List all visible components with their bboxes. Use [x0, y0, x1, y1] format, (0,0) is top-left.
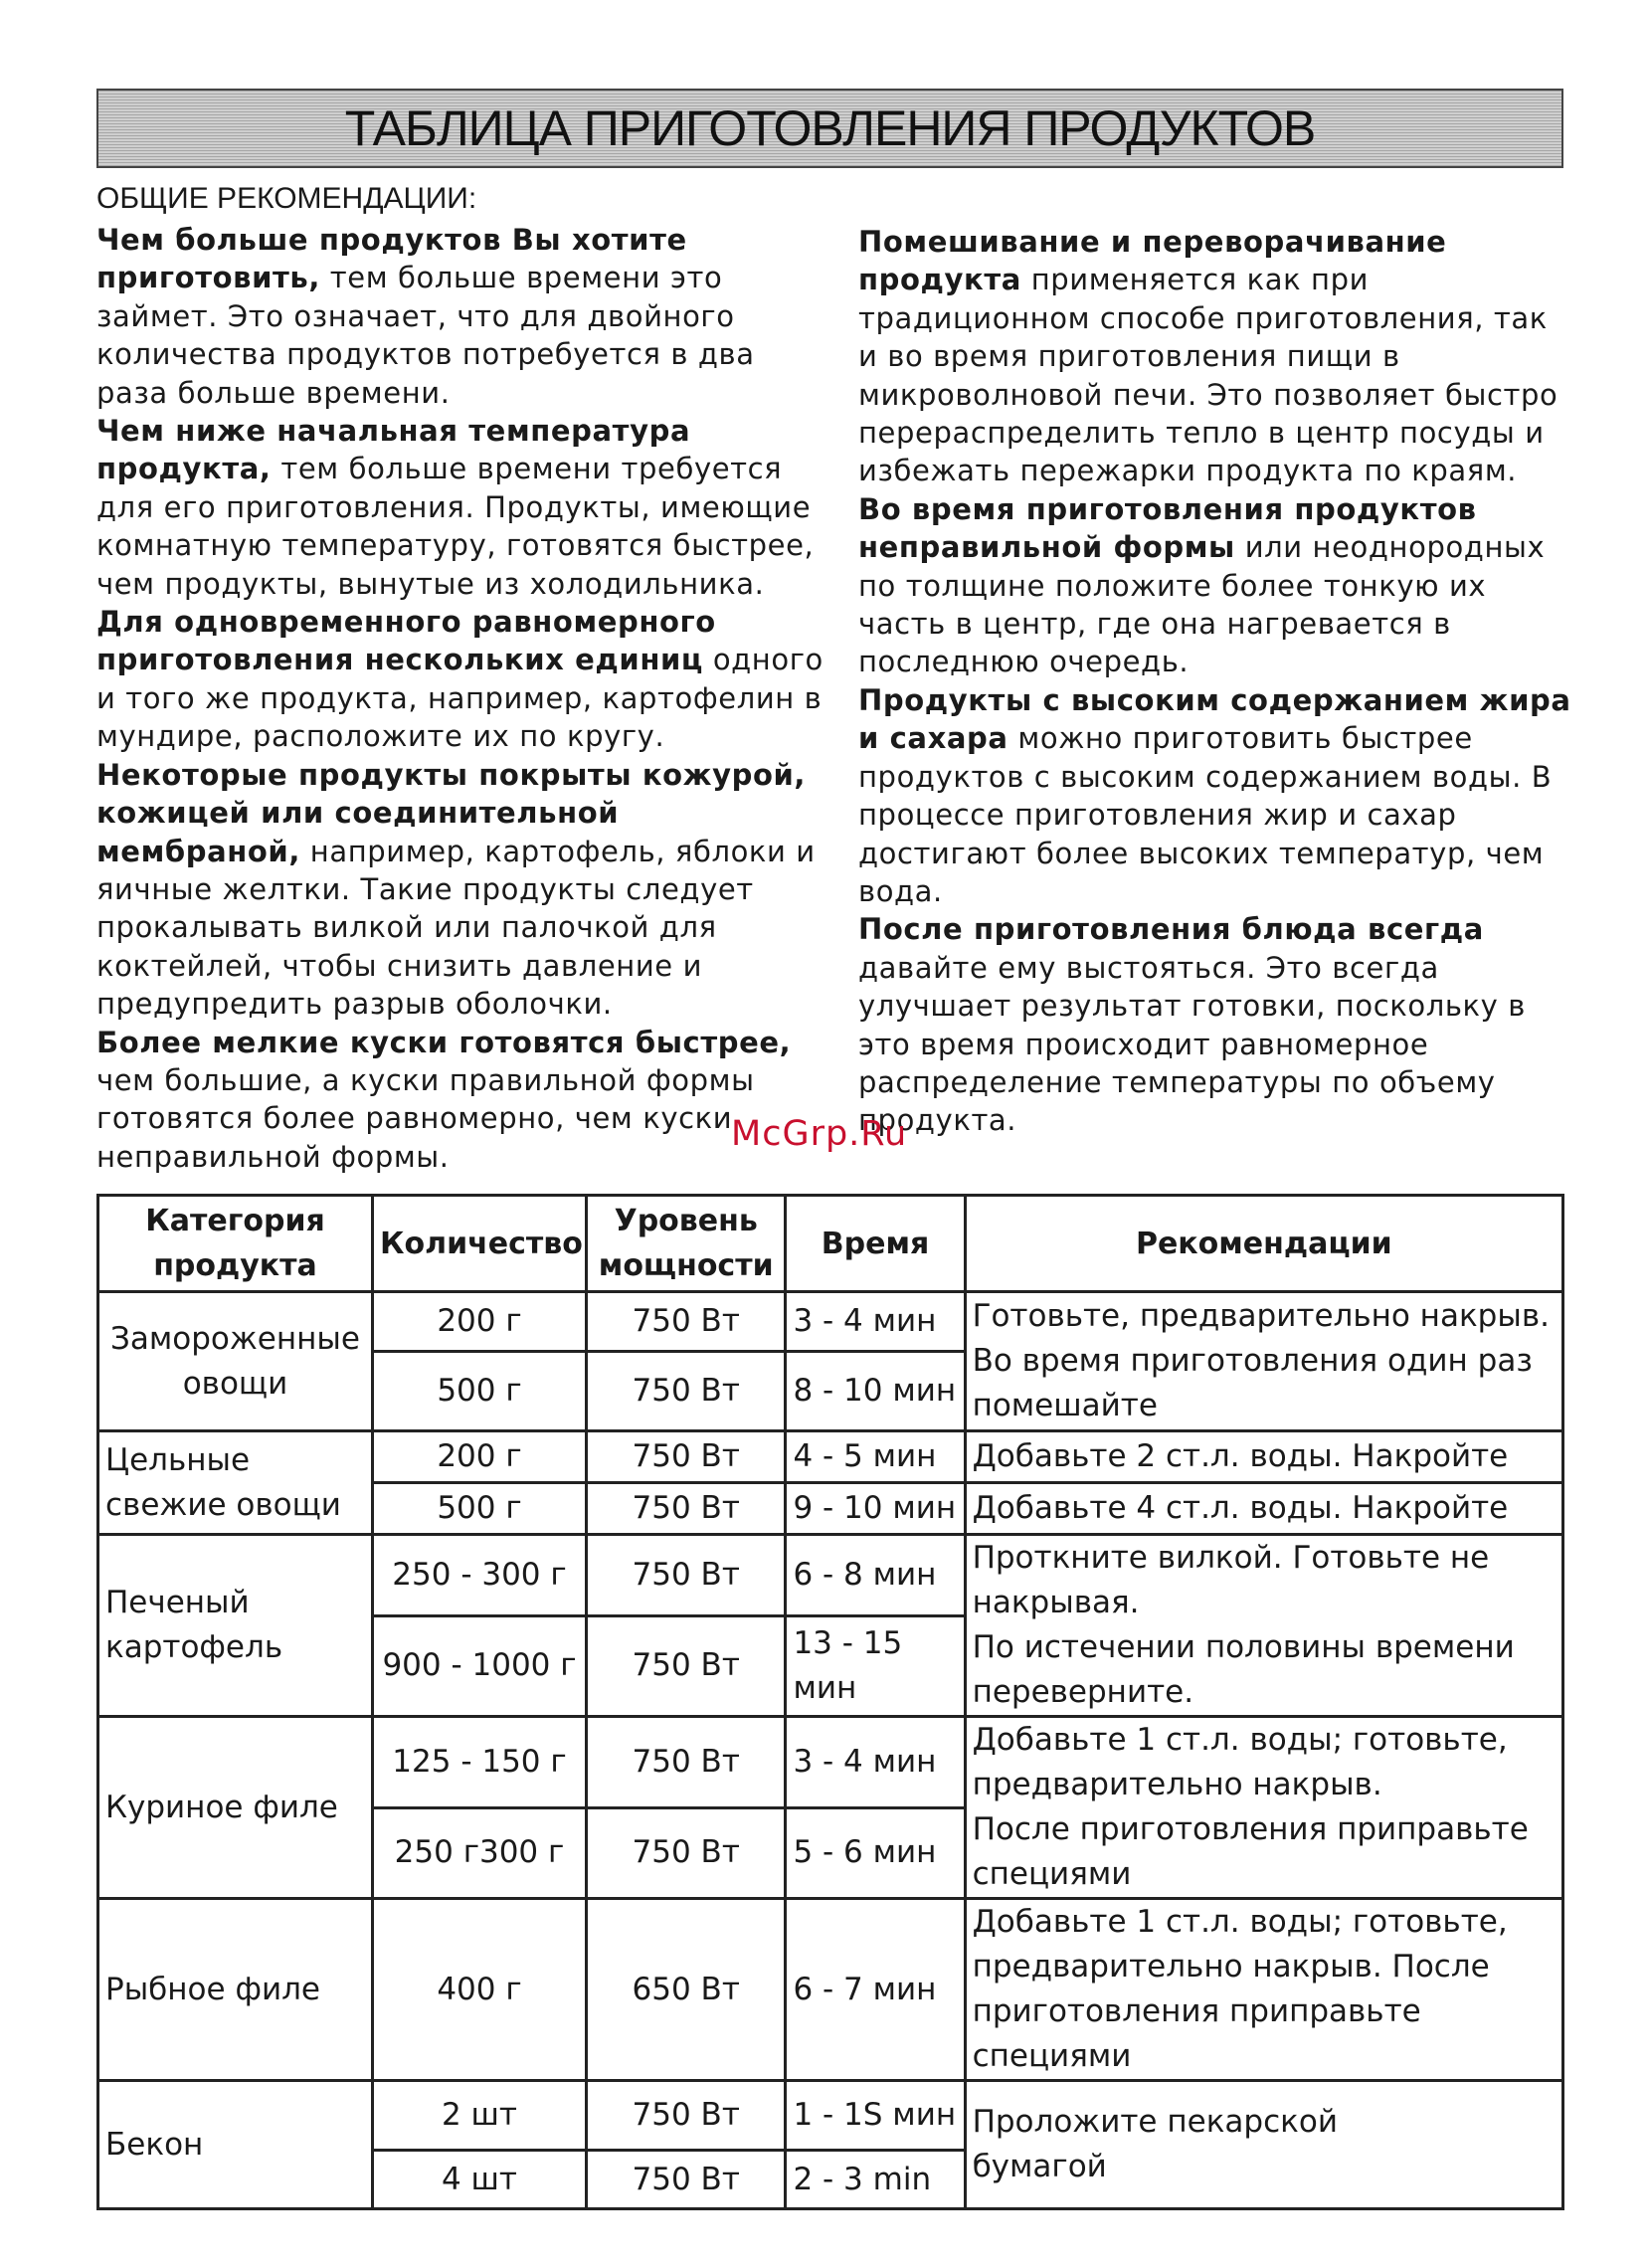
recommendation-line: Добавьте 1 ст.л. воды; готовьте, предварительно накрыв. — [972, 1722, 1508, 1802]
header-category: Категория продукта — [98, 1196, 373, 1292]
right-text-column — [858, 223, 1574, 1140]
power-cell: 750 Вт — [586, 2151, 785, 2209]
cooking-table — [96, 1194, 1564, 2210]
quantity-cell: 500 г — [373, 1483, 587, 1535]
paragraph — [96, 1024, 832, 1177]
power-cell: 750 Вт — [586, 1292, 785, 1352]
paragraph — [858, 490, 1574, 681]
table-row — [98, 1292, 1563, 1352]
page-title: ТАБЛИЦА ПРИГОТОВЛЕНИЯ ПРОДУКТОВ — [344, 100, 1316, 156]
recommendation-line: После приготовления приправьте специями — [972, 1811, 1529, 1892]
power-cell: 650 Вт — [586, 1899, 785, 2081]
time-cell: 8 - 10 мин — [786, 1352, 965, 1431]
recommendation-cell — [965, 1535, 1562, 1717]
paragraph-lead: Чем ниже начальная температура продукта, — [96, 414, 691, 486]
recommendation-cell: Добавьте 1 ст.л. воды; готовьте, предварительно накрыв. После приготовления приправьте специями — [965, 1899, 1562, 2081]
time-cell: 3 - 4 мин — [786, 1292, 965, 1352]
category-cell: Куриное филе — [98, 1717, 373, 1899]
category-cell: Цельные свежие овощи — [98, 1431, 373, 1535]
table-row — [98, 1431, 1563, 1483]
recommendation-line: Во время приготовления один раз помешайте — [972, 1343, 1533, 1423]
paragraph-lead: Более мелкие куски готовятся быстрее, — [96, 1025, 792, 1059]
paragraph-body: чем большие, а куски правильной формы готовятся более равномерно, чем куски неправильной формы. — [96, 1062, 755, 1174]
header-quantity: Количество — [373, 1196, 587, 1292]
quantity-cell: 4 шт — [373, 2151, 587, 2209]
paragraph — [96, 221, 832, 412]
paragraph-body: или неоднородных по толщине положите более тонкую их часть в центр, где она нагревается в последнюю очередь. — [858, 530, 1546, 679]
power-cell: 750 Вт — [586, 1431, 785, 1483]
paragraph-lead: Для одновременного равномерного приготовления нескольких единиц — [96, 605, 716, 677]
quantity-cell: 500 г — [373, 1352, 587, 1431]
quantity-cell: 125 - 150 г — [373, 1717, 587, 1808]
paragraph-body: давайте ему выстояться. Это всегда улучшает результат готовки, поскольку в это время происходит равномерное распределение температуры по объему продукта. — [858, 950, 1526, 1138]
recommendation-cell: Добавьте 2 ст.л. воды. Накройте — [965, 1431, 1562, 1483]
title-banner — [96, 89, 1563, 168]
quantity-cell: 250 г300 г — [373, 1807, 587, 1899]
category-cell: Бекон — [98, 2081, 373, 2209]
power-cell: 750 Вт — [586, 1483, 785, 1535]
quantity-cell: 200 г — [373, 1431, 587, 1483]
paragraph-lead: Во время приготовления продуктов неправильной формы — [858, 491, 1477, 565]
watermark: McGrp.Ru — [731, 1114, 908, 1154]
time-cell: 1 - 1S мин — [786, 2081, 965, 2151]
paragraph-body: тем больше времени это займет. Это означает, что для двойного количества продуктов потребуется в два раза больше времени. — [96, 261, 755, 410]
time-cell: 6 - 8 мин — [786, 1535, 965, 1616]
paragraph — [96, 412, 832, 603]
paragraph-lead: Помешивание и переворачивание продукта — [858, 225, 1447, 297]
paragraph-lead: Чем больше продуктов Вы хотите приготовить, — [96, 223, 687, 295]
time-cell: 13 - 15 мин — [786, 1615, 965, 1716]
table-body — [98, 1292, 1563, 2209]
paragraph-body: можно приготовить быстрее продуктов с высоким содержанием воды. В процессе приготовления жир и сахар достигают более высоких температур, чем вода. — [858, 721, 1553, 908]
power-cell: 750 Вт — [586, 1615, 785, 1716]
quantity-cell: 400 г — [373, 1899, 587, 2081]
header-power: Уровень мощности — [586, 1196, 785, 1292]
header-recommendations: Рекомендации — [965, 1196, 1562, 1292]
power-cell: 750 Вт — [586, 1807, 785, 1899]
paragraph-body: тем больше времени требуется для его приготовления. Продукты, имеющие комнатную температуру, готовятся быстрее, чем продукты, вынутые из холодильника. — [96, 452, 815, 601]
quantity-cell: 250 - 300 г — [373, 1535, 587, 1616]
time-cell: 4 - 5 мин — [786, 1431, 965, 1483]
recommendation-line: Проложите пекарской — [972, 2104, 1338, 2140]
recommendation-line: По истечении половины времени переверните. — [972, 1629, 1515, 1710]
paragraph — [96, 603, 832, 756]
paragraph-lead: Продукты с высоким содержанием жира и сахара — [858, 682, 1571, 756]
table-row — [98, 1535, 1563, 1616]
table-header-row — [98, 1196, 1563, 1292]
recommendation-cell — [965, 2081, 1562, 2209]
power-cell: 750 Вт — [586, 2081, 785, 2151]
table-row — [98, 1899, 1563, 2081]
left-text-column — [96, 221, 832, 1176]
paragraph-body: применяется как при традиционном способе приготовления, так и во время приготовления пищи в микроволновой печи. Это позволяет быстро перераспределить тепло в центр посуды и избежать пережарки продукта по краям. — [858, 263, 1558, 488]
paragraph — [858, 910, 1574, 1139]
category-cell: Печеный картофель — [98, 1535, 373, 1717]
paragraph — [858, 223, 1574, 490]
power-cell: 750 Вт — [586, 1352, 785, 1431]
header-time: Время — [786, 1196, 965, 1292]
paragraph-lead: После приготовления блюда всегда — [858, 912, 1484, 947]
time-cell: 3 - 4 мин — [786, 1717, 965, 1808]
section-heading: ОБЩИЕ РЕКОМЕНДАЦИИ: — [96, 182, 477, 215]
table-row — [98, 1717, 1563, 1808]
recommendation-line: Проткните вилкой. Готовьте не накрывая. — [972, 1540, 1490, 1620]
quantity-cell: 2 шт — [373, 2081, 587, 2151]
quantity-cell: 200 г — [373, 1292, 587, 1352]
paragraph-body: например, картофель, яблоки и яичные желтки. Такие продукты следует прокалывать вилкой или палочкой для коктейлей, чтобы снизить давление и предупредить разрыв оболочки. — [96, 834, 816, 1022]
paragraph-lead: Некоторые продукты покрыты кожурой, кожицей или соединительной мембраной, — [96, 757, 807, 868]
power-cell: 750 Вт — [586, 1717, 785, 1808]
recommendation-line: бумагой — [972, 2149, 1107, 2184]
paragraph-body: одного и того же продукта, например, картофелин в мундире, расположите их по кругу. — [96, 643, 824, 754]
time-cell: 5 - 6 мин — [786, 1807, 965, 1899]
time-cell: 2 - 3 min — [786, 2151, 965, 2209]
paragraph — [858, 681, 1574, 910]
time-cell: 6 - 7 мин — [786, 1899, 965, 2081]
recommendation-cell — [965, 1292, 1562, 1431]
time-cell: 9 - 10 мин — [786, 1483, 965, 1535]
recommendation-line: Готовьте, предварительно накрыв. — [972, 1298, 1550, 1334]
table-row — [98, 2081, 1563, 2151]
quantity-cell: 900 - 1000 г — [373, 1615, 587, 1716]
paragraph — [96, 756, 832, 1024]
recommendation-cell — [965, 1717, 1562, 1899]
category-cell: Замороженные овощи — [98, 1292, 373, 1431]
category-cell: Рыбное филе — [98, 1899, 373, 2081]
recommendation-cell: Добавьте 4 ст.л. воды. Накройте — [965, 1483, 1562, 1535]
power-cell: 750 Вт — [586, 1535, 785, 1616]
